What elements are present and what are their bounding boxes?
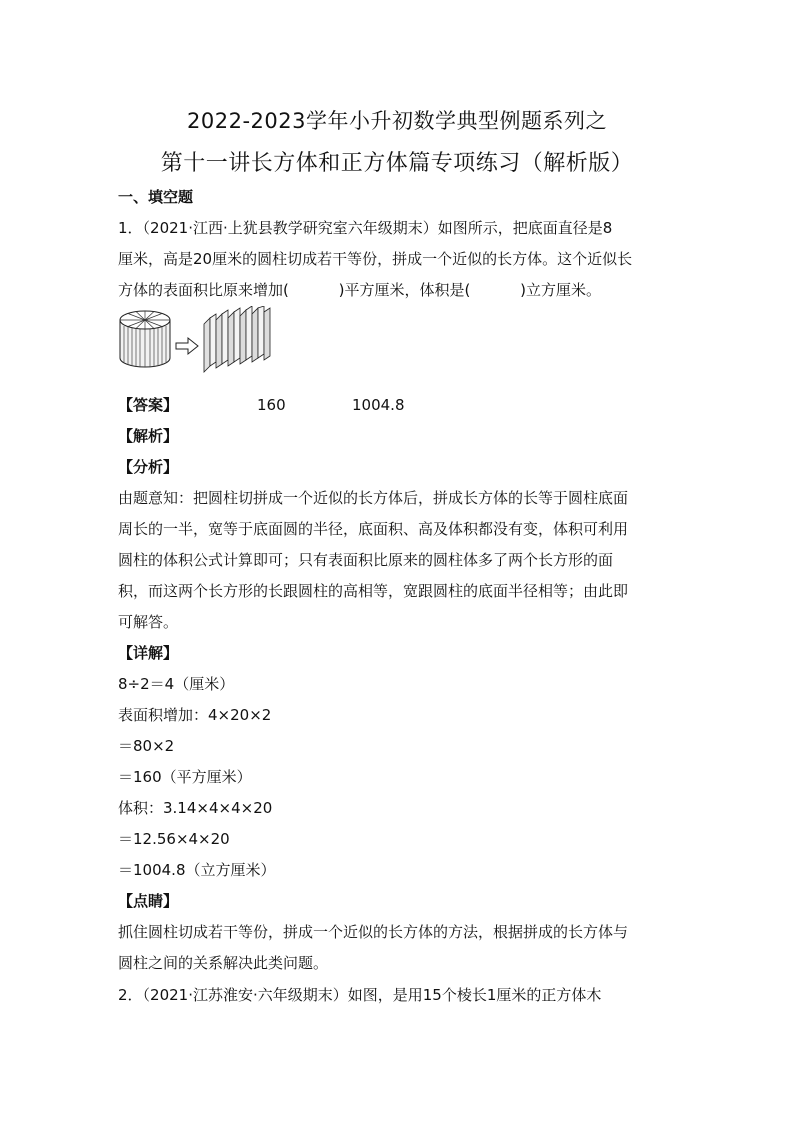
q1-line-2: 厘米，高是20厘米的圆柱切成若干等份，拼成一个近似的长方体。这个近似长 [118,250,633,268]
section-heading: 一、填空题 [118,188,194,206]
q2-line-1: 2．（2021·江苏淮安·六年级期末）如图，是用15个棱长1厘米的正方体木 [118,986,602,1004]
fenxi-line: 积，而这两个长方形的长跟圆柱的高相等，宽跟圆柱的底面半径相等；由此即 [118,582,629,600]
answer-value-1: 160 [257,396,286,414]
title-line-1: 2022-2023学年小升初数学典型例题系列之 [187,109,607,133]
detail-line: ＝160（平方厘米） [118,768,252,786]
fenxi-label: 【分析】 [118,458,179,476]
fenxi-line: 圆柱的体积公式计算即可；只有表面积比原来的圆柱体多了两个长方形的面 [118,551,614,569]
analysis-label: 【解析】 [118,427,179,445]
cylinder-icon [120,311,170,367]
detail-line: ＝12.56×4×20 [118,830,230,848]
detail-label: 【详解】 [118,644,179,662]
comment-line: 圆柱之间的关系解决此类问题。 [118,954,329,972]
detail-line: 8÷2＝4（厘米） [118,675,235,693]
answer-label: 【答案】 [118,396,179,414]
comment-line: 抓住圆柱切成若干等份，拼成一个近似的长方体的方法，根据拼成的长方体与 [118,923,629,941]
fenxi-line: 周长的一半，宽等于底面圆的半径，底面积、高及体积都没有变，体积可利用 [118,520,629,538]
q1-line-1: 1．（2021·江西·上犹县教学研究室六年级期末）如图所示，把底面直径是8 [118,219,613,237]
cuboid-slices-icon [204,306,270,372]
detail-line: ＝80×2 [118,737,175,755]
cylinder-to-cuboid-figure [118,306,278,376]
fenxi-line: 由题意知：把圆柱切拼成一个近似的长方体后，拼成长方体的长等于圆柱底面 [118,489,629,507]
title-line-2: 第十一讲长方体和正方体篇专项练习（解析版） [160,151,634,176]
detail-line: ＝1004.8（立方厘米） [118,861,276,879]
answer-value-2: 1004.8 [352,396,405,414]
detail-line: 表面积增加：4×20×2 [118,706,272,724]
right-arrow-icon [176,338,198,354]
q1-line-3: 方体的表面积比原来增加( )平方厘米，体积是( )立方厘米。 [118,281,601,299]
fenxi-line: 可解答。 [118,613,179,631]
detail-line: 体积：3.14×4×4×20 [118,799,273,817]
comment-label: 【点睛】 [118,892,179,910]
